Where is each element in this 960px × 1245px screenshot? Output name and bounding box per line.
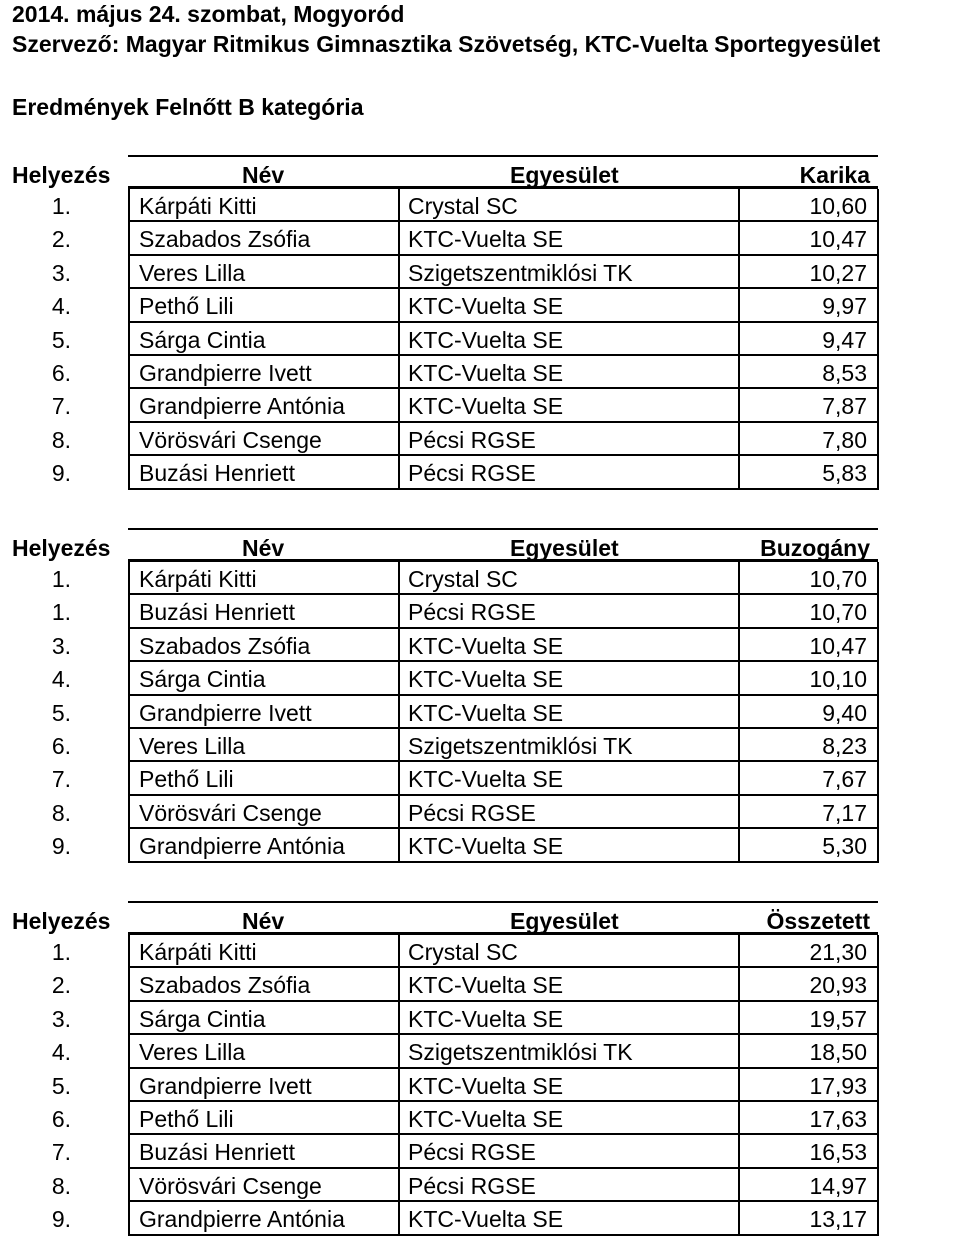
row-place: 1. — [51, 193, 71, 219]
row-athlete-name: Szabados Zsófia — [128, 222, 398, 255]
row-place: 4. — [51, 666, 71, 693]
table-row — [0, 562, 960, 595]
table-row — [0, 829, 960, 862]
table-row — [0, 629, 960, 662]
table-row — [0, 1035, 960, 1068]
row-athlete-name: Kárpáti Kitti — [128, 189, 398, 222]
row-athlete-name: Grandpierre Ivett — [128, 356, 398, 389]
row-athlete-name: Buzási Henriett — [128, 595, 398, 628]
row-place: 9. — [51, 833, 71, 860]
table-row — [0, 256, 960, 289]
row-place: 7. — [51, 1139, 71, 1166]
table-row — [0, 595, 960, 628]
row-place: 1. — [51, 939, 71, 965]
column-header-score: Összetett — [766, 908, 870, 934]
row-place: 3. — [51, 632, 71, 659]
row-place: 2. — [51, 972, 71, 999]
table-row — [0, 189, 960, 222]
row-club: Pécsi RGSE — [398, 1169, 738, 1202]
table-row — [0, 662, 960, 695]
column-header-place: Helyezés — [12, 162, 111, 188]
row-score: 10,60 — [738, 189, 879, 222]
table-row — [0, 796, 960, 829]
row-place: 7. — [51, 393, 71, 420]
row-score: 7,87 — [738, 389, 879, 422]
row-club: KTC-Vuelta SE — [398, 323, 738, 356]
row-club: Crystal SC — [398, 935, 738, 968]
column-header-score: Buzogány — [760, 535, 870, 561]
row-score: 7,67 — [738, 762, 879, 795]
results-table-clubs — [0, 528, 960, 863]
row-athlete-name: Pethő Lili — [128, 289, 398, 322]
table-row — [0, 1102, 960, 1135]
row-athlete-name: Pethő Lili — [128, 762, 398, 795]
row-club: Szigetszentmiklósi TK — [398, 729, 738, 762]
column-header-place: Helyezés — [12, 535, 111, 561]
results-category-title: Eredmények Felnőtt B kategória — [12, 94, 364, 120]
row-score: 8,53 — [738, 356, 879, 389]
row-place: 6. — [51, 732, 71, 759]
row-athlete-name: Kárpáti Kitti — [128, 562, 398, 595]
table-header-row — [12, 528, 878, 562]
table-row — [0, 1135, 960, 1168]
row-club: KTC-Vuelta SE — [398, 696, 738, 729]
table-row — [0, 1202, 960, 1235]
row-score: 17,93 — [738, 1069, 879, 1102]
table-row — [0, 222, 960, 255]
table-header-row — [12, 901, 878, 935]
row-club: KTC-Vuelta SE — [398, 968, 738, 1001]
table-row — [0, 323, 960, 356]
row-athlete-name: Sárga Cintia — [128, 662, 398, 695]
row-score: 10,70 — [738, 562, 879, 595]
column-header-club: Egyesület — [510, 535, 619, 561]
table-row — [0, 1069, 960, 1102]
row-athlete-name: Pethő Lili — [128, 1102, 398, 1135]
row-place: 4. — [51, 293, 71, 320]
column-header-place: Helyezés — [12, 908, 111, 934]
row-score: 20,93 — [738, 968, 879, 1001]
row-athlete-name: Veres Lilla — [128, 256, 398, 289]
table-row — [0, 423, 960, 456]
row-club: Pécsi RGSE — [398, 423, 738, 456]
row-place: 7. — [51, 766, 71, 793]
row-athlete-name: Vörösvári Csenge — [128, 1169, 398, 1202]
results-table-all-around — [0, 901, 960, 1236]
row-club: KTC-Vuelta SE — [398, 1002, 738, 1035]
column-header-name: Név — [242, 535, 285, 561]
row-club: Pécsi RGSE — [398, 1135, 738, 1168]
row-athlete-name: Grandpierre Antónia — [128, 1202, 398, 1235]
row-score: 16,53 — [738, 1135, 879, 1168]
row-place: 6. — [51, 1105, 71, 1132]
row-place: 8. — [51, 426, 71, 453]
row-place: 1. — [51, 599, 71, 626]
table-row — [0, 729, 960, 762]
column-header-score: Karika — [799, 162, 870, 188]
column-header-name: Név — [242, 162, 285, 188]
table-row — [0, 389, 960, 422]
row-score: 9,97 — [738, 289, 879, 322]
row-club: KTC-Vuelta SE — [398, 662, 738, 695]
row-score: 7,17 — [738, 796, 879, 829]
row-club: Crystal SC — [398, 189, 738, 222]
row-place: 8. — [51, 1172, 71, 1199]
row-club: KTC-Vuelta SE — [398, 629, 738, 662]
row-score: 19,57 — [738, 1002, 879, 1035]
row-place: 8. — [51, 799, 71, 826]
table-row — [0, 1002, 960, 1035]
row-place: 5. — [51, 699, 71, 726]
column-header-club: Egyesület — [510, 162, 619, 188]
row-place: 4. — [51, 1039, 71, 1066]
row-score: 7,80 — [738, 423, 879, 456]
row-score: 21,30 — [738, 935, 879, 968]
table-row — [0, 696, 960, 729]
table-row — [0, 968, 960, 1001]
row-place: 9. — [51, 460, 71, 487]
row-club: KTC-Vuelta SE — [398, 1202, 738, 1235]
table-row — [0, 935, 960, 968]
row-score: 13,17 — [738, 1202, 879, 1235]
row-score: 18,50 — [738, 1035, 879, 1068]
event-organizer: Szervező: Magyar Ritmikus Gimnasztika Szövetség, KTC-Vuelta Sportegyesület — [12, 31, 881, 57]
row-club: Pécsi RGSE — [398, 796, 738, 829]
row-score: 17,63 — [738, 1102, 879, 1135]
row-club: KTC-Vuelta SE — [398, 1069, 738, 1102]
row-club: KTC-Vuelta SE — [398, 1102, 738, 1135]
row-place: 6. — [51, 359, 71, 386]
table-row — [0, 1169, 960, 1202]
row-score: 5,30 — [738, 829, 879, 862]
table-row — [0, 762, 960, 795]
column-header-club: Egyesület — [510, 908, 619, 934]
row-athlete-name: Veres Lilla — [128, 1035, 398, 1068]
row-place: 1. — [51, 566, 71, 592]
row-athlete-name: Veres Lilla — [128, 729, 398, 762]
row-athlete-name: Grandpierre Ivett — [128, 1069, 398, 1102]
row-place: 2. — [51, 226, 71, 253]
row-score: 10,27 — [738, 256, 879, 289]
row-athlete-name: Sárga Cintia — [128, 323, 398, 356]
table-header-row — [12, 155, 878, 189]
row-place: 9. — [51, 1206, 71, 1233]
row-athlete-name: Sárga Cintia — [128, 1002, 398, 1035]
column-header-name: Név — [242, 908, 285, 934]
row-score: 10,10 — [738, 662, 879, 695]
row-score: 10,70 — [738, 595, 879, 628]
row-place: 3. — [51, 1005, 71, 1032]
row-score: 5,83 — [738, 456, 879, 489]
row-club: Pécsi RGSE — [398, 595, 738, 628]
table-row — [0, 289, 960, 322]
table-row — [0, 456, 960, 489]
row-athlete-name: Buzási Henriett — [128, 1135, 398, 1168]
row-place: 5. — [51, 1072, 71, 1099]
row-club: Crystal SC — [398, 562, 738, 595]
row-club: KTC-Vuelta SE — [398, 356, 738, 389]
row-score: 8,23 — [738, 729, 879, 762]
row-score: 9,40 — [738, 696, 879, 729]
row-score: 9,47 — [738, 323, 879, 356]
row-score: 10,47 — [738, 629, 879, 662]
row-athlete-name: Grandpierre Ivett — [128, 696, 398, 729]
row-athlete-name: Kárpáti Kitti — [128, 935, 398, 968]
row-club: Szigetszentmiklósi TK — [398, 256, 738, 289]
event-date-location: 2014. május 24. szombat, Mogyoród — [12, 1, 405, 27]
row-place: 5. — [51, 326, 71, 353]
row-athlete-name: Buzási Henriett — [128, 456, 398, 489]
row-athlete-name: Szabados Zsófia — [128, 968, 398, 1001]
row-athlete-name: Szabados Zsófia — [128, 629, 398, 662]
row-club: KTC-Vuelta SE — [398, 389, 738, 422]
row-athlete-name: Grandpierre Antónia — [128, 829, 398, 862]
row-athlete-name: Vörösvári Csenge — [128, 423, 398, 456]
row-club: Pécsi RGSE — [398, 456, 738, 489]
results-table-hoop — [0, 155, 960, 490]
row-club: Szigetszentmiklósi TK — [398, 1035, 738, 1068]
row-club: KTC-Vuelta SE — [398, 222, 738, 255]
row-club: KTC-Vuelta SE — [398, 289, 738, 322]
row-athlete-name: Vörösvári Csenge — [128, 796, 398, 829]
row-club: KTC-Vuelta SE — [398, 829, 738, 862]
row-place: 3. — [51, 259, 71, 286]
row-score: 10,47 — [738, 222, 879, 255]
row-athlete-name: Grandpierre Antónia — [128, 389, 398, 422]
row-score: 14,97 — [738, 1169, 879, 1202]
row-club: KTC-Vuelta SE — [398, 762, 738, 795]
table-row — [0, 356, 960, 389]
